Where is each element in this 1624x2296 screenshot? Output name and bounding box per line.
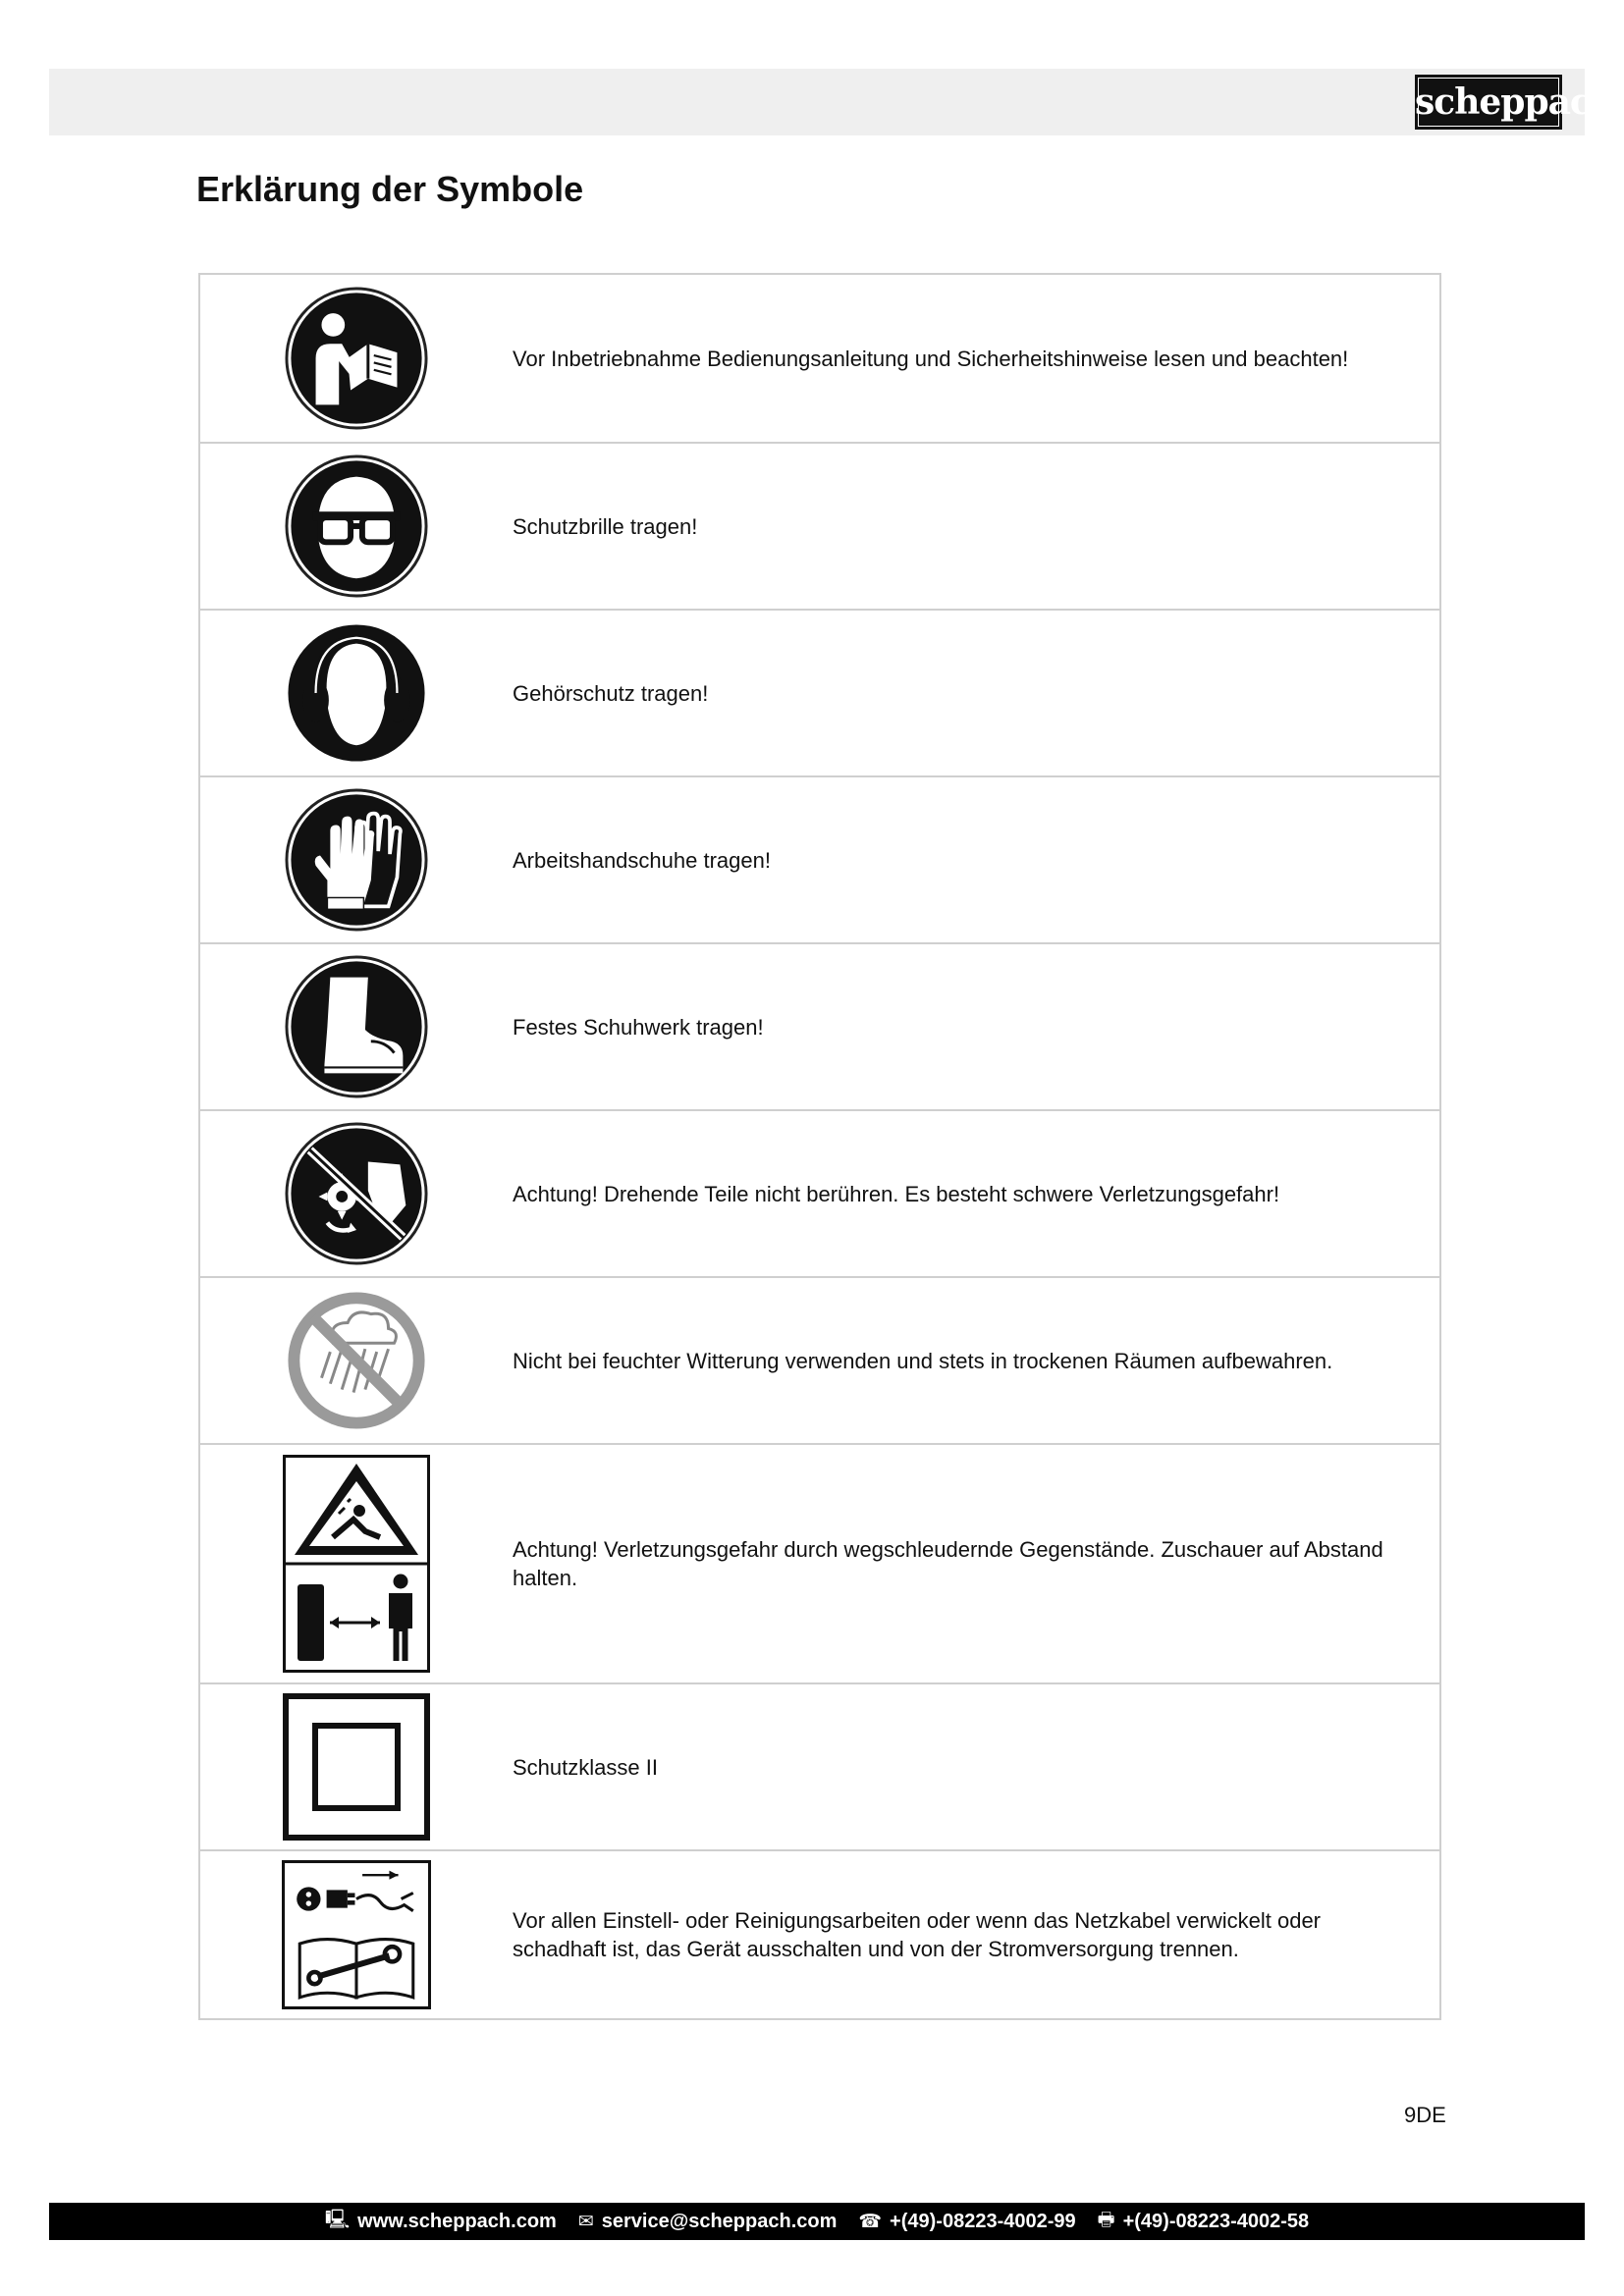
icon-cell <box>200 954 513 1099</box>
symbol-description: Vor Inbetriebnahme Bedienungsanleitung und Sicherheitshinweise lesen und beachten! <box>513 346 1349 371</box>
symbol-row <box>200 609 1439 775</box>
symbol-row <box>200 1849 1439 2018</box>
symbol-row <box>200 275 1439 442</box>
page-number: 9DE <box>1404 2103 1446 2127</box>
symbol-description: Schutzbrille tragen! <box>513 513 698 539</box>
scheppach-logo: scheppach <box>1415 75 1562 130</box>
mail-icon: ✉ <box>577 2211 594 2232</box>
symbol-description: Gehörschutz tragen! <box>513 680 709 706</box>
icon-cell <box>200 1288 513 1433</box>
symbol-row <box>200 442 1439 609</box>
unplug-before-maintenance-icon <box>282 1860 431 2009</box>
protection-class-ii-icon <box>283 1693 430 1841</box>
icon-cell <box>200 1455 513 1673</box>
footer-bar <box>49 2203 1585 2240</box>
email-link[interactable]: service@scheppach.com <box>601 2210 838 2232</box>
symbol-description: Vor allen Einstell- oder Reinigungsarbeiten oder wenn das Netzkabel verwickelt oder schadhaft ist, das Gerät ausschalten und von der Stromversorgung trennen. <box>513 1908 1322 1961</box>
symbol-description: Achtung! Drehende Teile nicht berühren. Es besteht schwere Verletzungsgefahr! <box>513 1181 1280 1206</box>
symbol-row <box>200 1276 1439 1443</box>
symbol-row <box>200 1443 1439 1682</box>
flying-objects-distance-icon <box>283 1455 430 1673</box>
phone-number: +(49)-08223-4002-99 <box>890 2210 1076 2232</box>
website-link[interactable]: www.scheppach.com <box>357 2210 557 2232</box>
footer-email[interactable] <box>578 2211 838 2233</box>
icon-cell <box>200 1860 513 2009</box>
no-rain-icon <box>284 1288 429 1433</box>
safety-boots-icon <box>284 954 429 1099</box>
footer-fax <box>1098 2206 1310 2237</box>
phone-icon: ☎ <box>858 2211 883 2232</box>
icon-cell <box>200 787 513 933</box>
symbol-row <box>200 1682 1439 1849</box>
symbol-row <box>200 1109 1439 1276</box>
ear-protection-icon <box>284 620 429 766</box>
gloves-icon <box>284 787 429 933</box>
header-bar <box>49 69 1585 135</box>
read-manual-icon <box>284 286 429 431</box>
symbol-row <box>200 775 1439 942</box>
icon-cell <box>200 454 513 599</box>
footer-website[interactable] <box>325 2206 557 2237</box>
fax-icon: 🖶 <box>1097 2210 1115 2230</box>
page-title: Erklärung der Symbole <box>196 169 584 209</box>
symbol-table <box>198 273 1441 2020</box>
computer-icon: 🖳 <box>324 2210 351 2230</box>
symbol-description: Arbeitshandschuhe tragen! <box>513 847 771 873</box>
symbol-description: Festes Schuhwerk tragen! <box>513 1014 764 1040</box>
symbol-row <box>200 942 1439 1109</box>
no-touch-rotating-parts-icon <box>284 1121 429 1266</box>
icon-cell <box>200 286 513 431</box>
safety-goggles-icon <box>284 454 429 599</box>
icon-cell <box>200 620 513 766</box>
fax-number: +(49)-08223-4002-58 <box>1122 2210 1310 2232</box>
footer-phone <box>858 2211 1075 2233</box>
symbol-description: Schutzklasse II <box>513 1754 658 1780</box>
icon-cell <box>200 1121 513 1266</box>
symbol-description: Achtung! Verletzungsgefahr durch wegschleudernde Gegenstände. Zuschauer auf Abstand halten. <box>513 1537 1383 1590</box>
icon-cell <box>200 1693 513 1841</box>
symbol-description: Nicht bei feuchter Witterung verwenden und stets in trockenen Räumen aufbewahren. <box>513 1348 1333 1373</box>
